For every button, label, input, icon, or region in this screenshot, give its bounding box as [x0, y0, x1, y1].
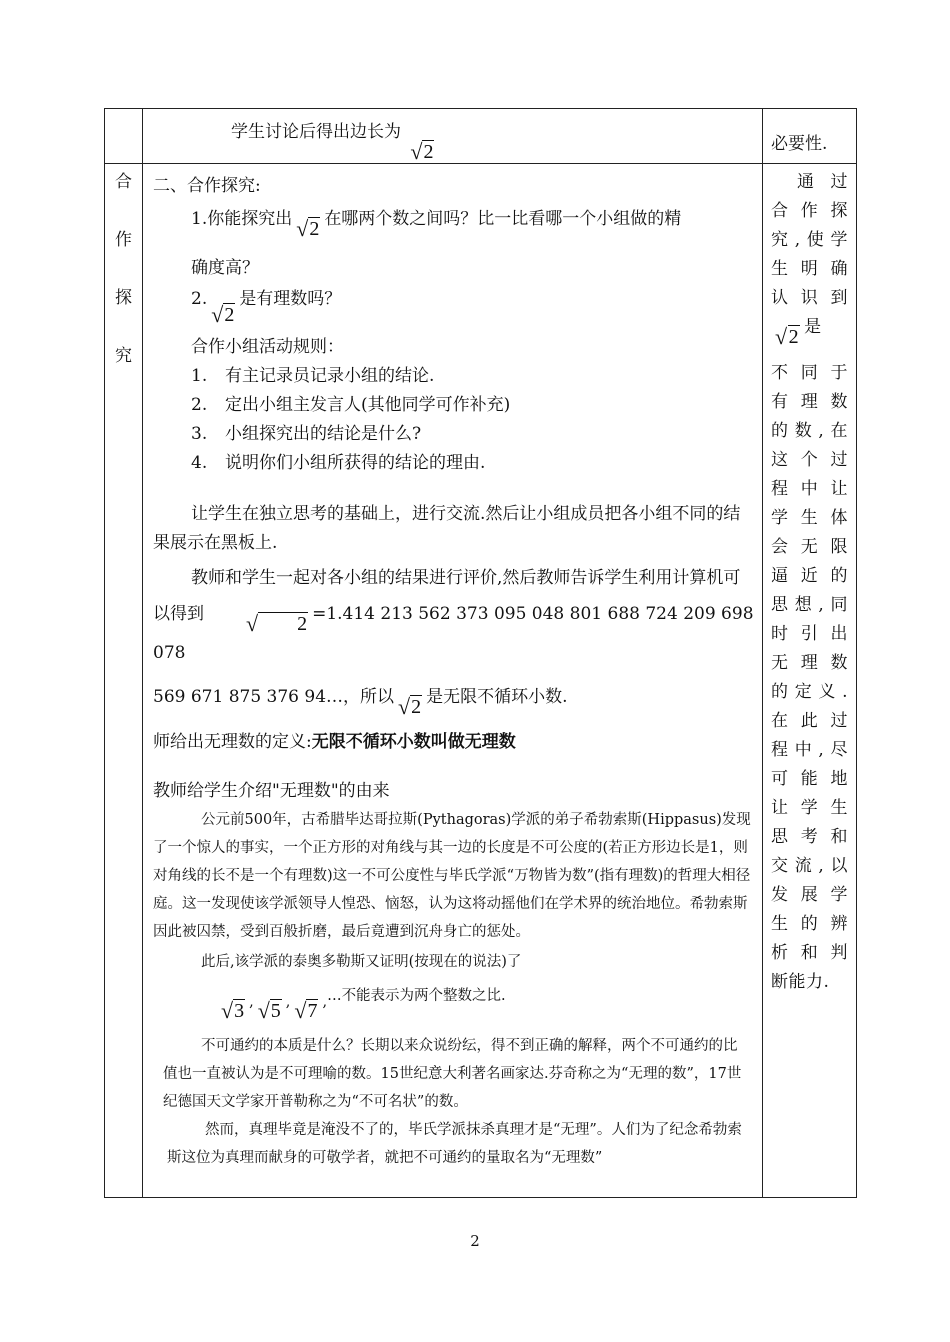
section-label: 合 作 探 究: [115, 172, 132, 366]
question-1: 1.你能探究出 √ 2 在哪两个数之间吗？比一比看哪一个小组做的精: [191, 209, 682, 241]
list-item: 2. 定出小组主发言人(其他同学可作补充): [191, 395, 511, 415]
definition-bold: 无限不循环小数叫做无理数: [311, 732, 516, 752]
table-row: [105, 164, 857, 1198]
sqrt-symbol: √ 3: [221, 998, 245, 1023]
rules-title: 合作小组活动规则：: [191, 337, 344, 357]
history-text: [153, 806, 754, 1172]
history-paragraph: 然而，真理毕竟是淹没不了的，毕氏学派抹杀真理才是“无理”。人们为了纪念希勃索斯这位为真理而献身的可敬学者，就把不可通约的量取名为“无理数”: [167, 1122, 742, 1166]
paragraph-evaluation: 教师和学生一起对各小组的结果进行评价,然后教师告诉学生利用计算机可以得到 √ 2 =1.414 213 562 373 095 048 801 688 724 209 698 078: [153, 568, 754, 663]
sqrt-symbol: √ 2: [410, 139, 434, 164]
content-cell: [143, 164, 763, 1198]
list-item: 1. 有主记录员记录小组的结论.: [191, 366, 435, 386]
history-intro: 教师给学生介绍"无理数"的由来: [153, 781, 390, 801]
section-heading: 二、合作探究:: [153, 176, 261, 196]
main-content: [143, 164, 762, 1172]
history-paragraph: 此后,该学派的泰奥多勒斯又证明(按现在的说法)了: [201, 954, 522, 970]
sqrt-symbol: √ 2: [775, 324, 800, 349]
history-paragraph: 不可通约的本质是什么？长期以来众说纷纭，得不到正确的解释，两个不可通约的比值也一直被认为是不可理喻的数。15世纪意大利著名画家达.芬奇称之为“无理的数”，17世纪德国天文学家开普勒称之为“不可名状”的数。: [163, 1038, 742, 1110]
page-number: 2: [470, 1232, 480, 1250]
table-row: [105, 109, 857, 164]
paragraph-exchange: 让学生在独立思考的基础上，进行交流.然后让小组成员把各小组不同的结果展示在黑板上.: [153, 504, 741, 553]
row1-text: 学生讨论后得出边长为: [231, 122, 401, 142]
roots-line: √ 3 , √ 5 , √ 7 ,…不能表示为两个整数之比.: [221, 988, 506, 1023]
note-cell: [763, 109, 857, 164]
row1-note: 必要性.: [771, 134, 828, 154]
label-cell: [105, 109, 143, 164]
paragraph-conclusion: 569 671 875 376 94…，所以 √ 2 是无限不循环小数.: [153, 687, 568, 719]
content-cell: [143, 109, 763, 164]
question-1-cont: 确度高？: [191, 258, 259, 278]
sqrt-symbol: √ 2: [211, 302, 235, 327]
lesson-table: [104, 108, 857, 1198]
sqrt-symbol: √ 2: [296, 216, 320, 241]
sqrt-symbol: √ 2: [246, 611, 308, 636]
list-item: 3. 小组探究出的结论是什么?: [191, 424, 422, 444]
history-paragraph: 公元前500年，古希腊毕达哥拉斯(Pythagoras)学派的弟子希勃索斯(Hippasus)发现了一个惊人的事实，一个正方形的对角线与其一边的长度是不可公度的(若正方形边长是1，则对角线的长不是一个有理数)这一不可公度性与毕氏学派“万物皆为数”(指有理数)的哲理大相径庭。这一发现使该学派领导人惶恐、恼怒，认为这将动摇他们在学术界的统治地位。希勃索斯因此被囚禁，受到百般折磨，最后竟遭到沉舟身亡的惩处。: [153, 812, 751, 940]
sqrt-symbol: √ 2: [398, 694, 422, 719]
section-label-cell: [105, 164, 143, 1198]
note-cell: [763, 164, 857, 1198]
sqrt-symbol: √ 5: [257, 998, 281, 1023]
list-item: 4. 说明你们小组所获得的结论的理由.: [191, 453, 486, 473]
sqrt-note: √ 2 是: [775, 317, 822, 349]
definition: 师给出无理数的定义:无限不循环小数叫做无理数: [153, 732, 516, 752]
question-2: 2. √ 2 是有理数吗？: [191, 289, 342, 327]
sqrt-symbol: √ 7: [294, 998, 318, 1023]
note-text: 通过 合作探 究,使学 生明确 认识到 √ 2 是 不同于 有理数 的数,在 这个过 程中让 学生体 会无限 逼近的 思想,同 时引出 无理数 的定义. 在此过 程中,尽 可能地 让学生 思考和 交流,以 发展学 生的辨 析和判 断能力.: [771, 172, 848, 992]
